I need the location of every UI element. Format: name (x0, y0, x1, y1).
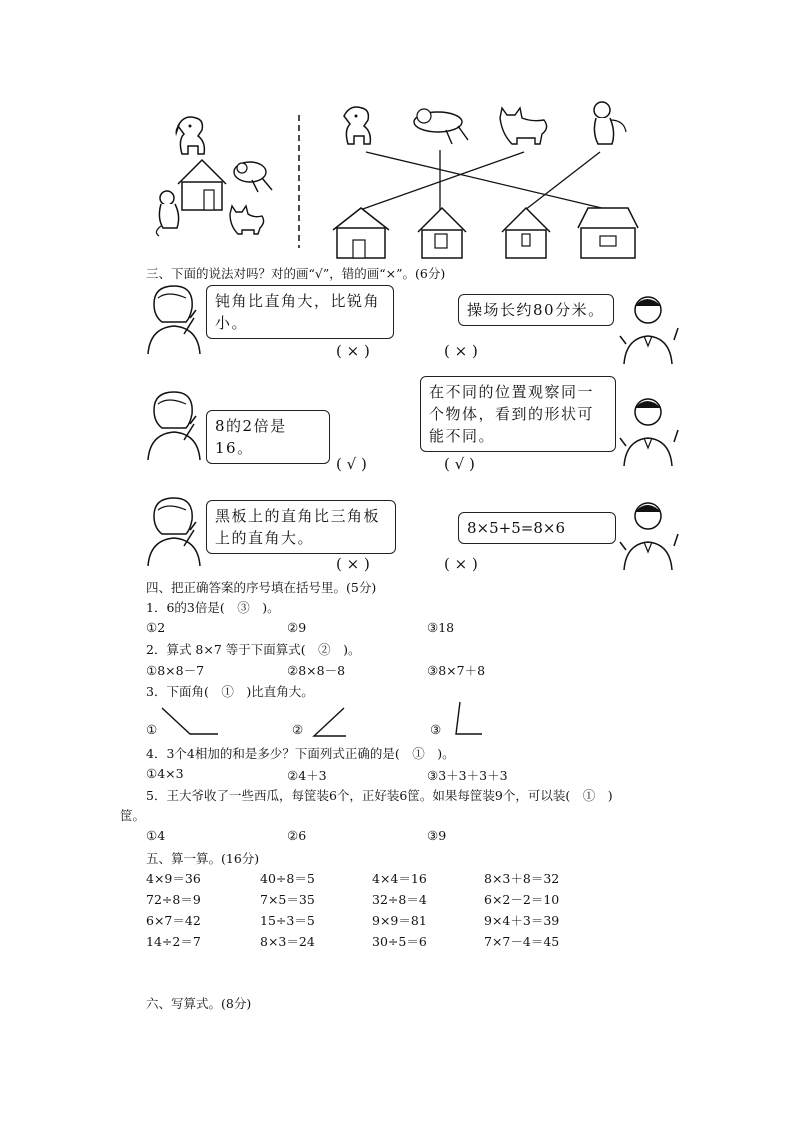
equation: 72÷8＝9 (146, 892, 201, 907)
answer-blank[interactable]: ( × ) (444, 555, 478, 573)
option: ②8×8－8 (287, 663, 346, 678)
speech-bubble (458, 512, 616, 544)
question-5-cont: 筐。 (120, 808, 146, 823)
speech-bubble (206, 410, 330, 464)
teacher-girl-icon (144, 496, 204, 566)
option: ③ (430, 722, 442, 737)
house-icon (333, 208, 389, 258)
statement-text: 黑板上的直角比三角板上的直角大。 (215, 507, 381, 547)
teacher-girl-icon (144, 284, 204, 354)
acute-angle-icon (452, 700, 492, 740)
answer-blank[interactable]: ( √ ) (444, 455, 475, 473)
equation: 9×9＝81 (372, 913, 427, 928)
answer-blank[interactable]: ( × ) (336, 555, 370, 573)
house-icon (502, 208, 550, 258)
house-icon (578, 208, 638, 258)
statement-text: 操场长约80分米。 (467, 301, 605, 319)
dog-icon (344, 107, 370, 144)
house-small-icon (178, 160, 226, 210)
student-boy-icon (618, 294, 680, 364)
equation: 14÷2＝7 (146, 934, 201, 949)
equation: 8×3＝24 (260, 934, 315, 949)
option: ②4＋3 (287, 768, 327, 783)
section4-title: 四、把正确答案的序号填在括号里。(5分) (146, 580, 377, 595)
section3-title: 三、下面的说法对吗？对的画“√”，错的画“×”。(6分) (146, 266, 446, 281)
match-line (525, 152, 600, 210)
equation: 32÷8＝4 (372, 892, 427, 907)
equation: 30÷5＝6 (372, 934, 427, 949)
student-boy-icon (618, 500, 680, 570)
speech-bubble (206, 285, 394, 339)
question-3: 3．下面角( ① )比直角大。 (146, 684, 314, 699)
answer-blank[interactable]: ( √ ) (336, 455, 367, 473)
equation: 4×9＝36 (146, 871, 201, 886)
equation: 9×4＋3＝39 (484, 913, 560, 928)
speech-bubble (458, 294, 614, 326)
section5-title: 五、算一算。(16分) (146, 851, 260, 866)
matching-illustration (0, 0, 794, 260)
option: ①4 (146, 828, 166, 843)
house-icon (418, 208, 466, 258)
match-line (360, 152, 524, 210)
question-5: 5．王大爷收了一些西瓜，每筐装6个，正好装6筐。如果每筐装9个，可以装( ① ) (146, 788, 613, 803)
question-4: 4．3个4相加的和是多少？下面列式正确的是( ① )。 (146, 746, 455, 761)
equation: 7×7－4＝45 (484, 934, 560, 949)
option: ①2 (146, 620, 166, 635)
question-1: 1．6的3倍是( ③ )。 (146, 600, 280, 615)
monkey-icon (594, 102, 626, 144)
answer-blank[interactable]: ( × ) (336, 342, 370, 360)
option: ② (292, 722, 304, 737)
equation: 15÷3＝5 (260, 913, 315, 928)
option: ③3＋3＋3＋3 (427, 768, 508, 783)
statement-text: 8的2倍是16。 (215, 417, 287, 457)
section6-title: 六、写算式。(8分) (146, 996, 252, 1011)
speech-bubble (206, 500, 396, 554)
monkey-icon (156, 191, 178, 236)
option: ①8×8－7 (146, 663, 205, 678)
equation: 40÷8＝5 (260, 871, 315, 886)
option: ②6 (287, 828, 307, 843)
statement-text: 钝角比直角大，比锐角小。 (215, 292, 381, 332)
option: ③9 (427, 828, 447, 843)
chick-icon (414, 109, 468, 144)
option: ②9 (287, 620, 307, 635)
obtuse-angle-icon (162, 706, 222, 746)
equation: 6×2－2＝10 (484, 892, 560, 907)
equation: 4×4＝16 (372, 871, 427, 886)
statement-text: 8×5+5=8×6 (467, 519, 565, 537)
student-boy-icon (618, 396, 680, 466)
answer-blank[interactable]: ( × ) (444, 342, 478, 360)
cat-icon (230, 206, 264, 234)
option: ① (146, 722, 158, 737)
cat-icon (500, 108, 547, 144)
option: ③8×7＋8 (427, 663, 486, 678)
match-line (366, 152, 610, 210)
chick-icon (234, 162, 272, 192)
question-2: 2．算式 8×7 等于下面算式( ② )。 (146, 642, 361, 657)
option: ③18 (427, 620, 455, 635)
dog-icon (176, 117, 205, 154)
speech-bubble (420, 376, 616, 452)
statement-text: 在不同的位置观察同一个物体，看到的形状可能不同。 (429, 383, 595, 445)
option: ①4×3 (146, 766, 184, 781)
teacher-girl-icon (144, 390, 204, 460)
equation: 7×5＝35 (260, 892, 315, 907)
equation: 6×7＝42 (146, 913, 201, 928)
acute-angle-icon (310, 706, 360, 746)
equation: 8×3＋8＝32 (484, 871, 560, 886)
